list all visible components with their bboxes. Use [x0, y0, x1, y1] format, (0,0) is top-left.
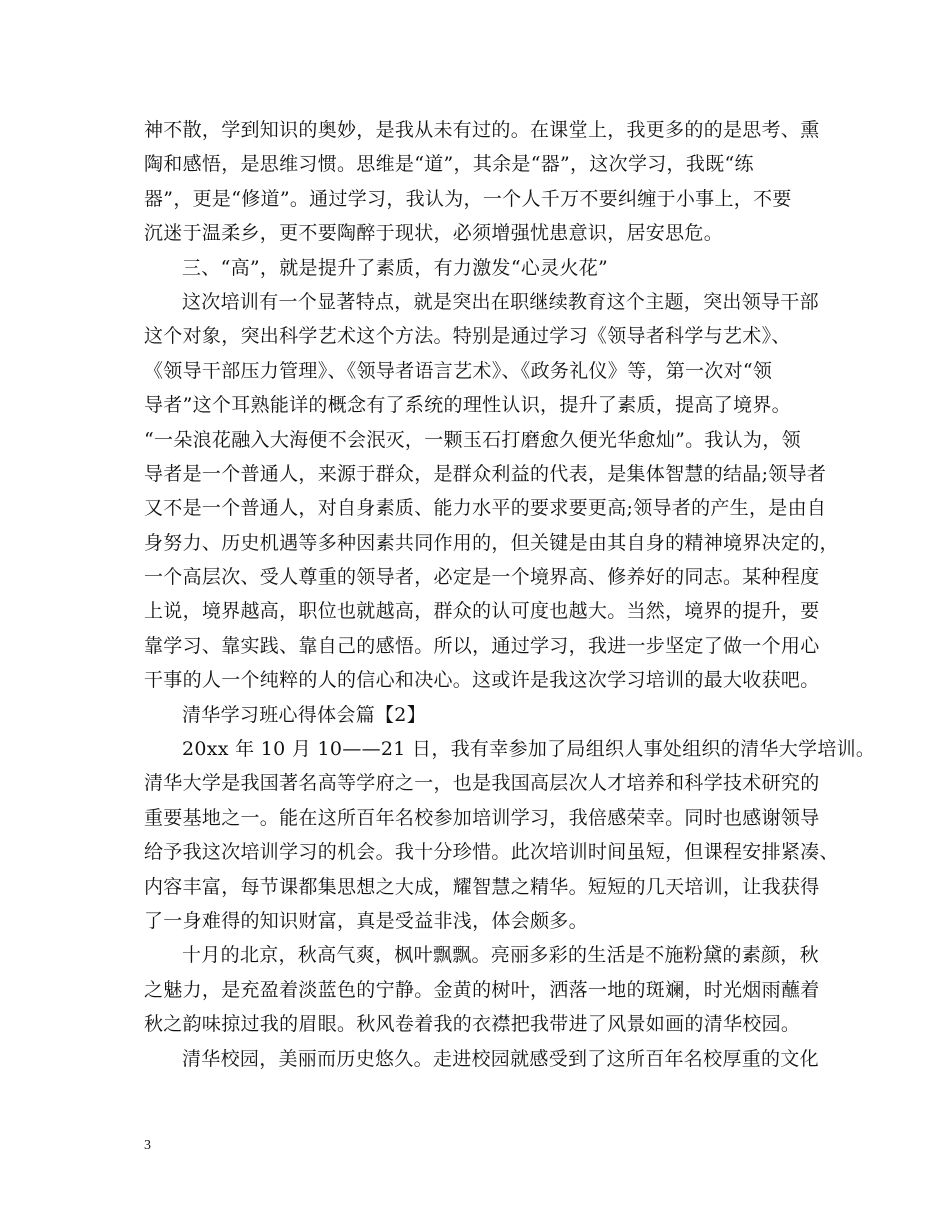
- text-line: 身努力、历史机遇等多种因素共同作用的，但关键是由其自身的精神境界决定的，: [144, 531, 839, 554]
- section-heading: 三、“高”，就是提升了素质，有力激发“心灵火花”: [182, 256, 609, 279]
- text-line: 器”，更是“修道”。通过学习，我认为，一个人千万不要纠缠于小事上，不要: [144, 187, 792, 210]
- text-line: 20xx 年 10 月 10——21 日，我有幸参加了局组织人事处组织的清华大学培训。: [182, 738, 876, 761]
- text-line: 《领导干部压力管理》、《领导者语言艺术》、《政务礼仪》等，第一次对“领: [144, 359, 773, 382]
- text-line: 上说，境界越高，职位也就越高，群众的认可度也越大。当然，境界的提升，要: [144, 600, 820, 623]
- text-line: 内容丰富，每节课都集思想之大成，耀智慧之精华。短短的几天培训，让我获得: [144, 875, 820, 898]
- page-number: 3: [144, 1138, 151, 1153]
- text-line: 十月的北京，秋高气爽，枫叶飘飘。亮丽多彩的生活是不施粉黛的素颜，秋: [182, 944, 819, 967]
- text-line: 陶和感悟，是思维习惯。思维是“道”，其余是“器”，这次学习，我既“练: [144, 153, 754, 176]
- text-line: 清华大学是我国著名高等学府之一，也是我国高层次人才培养和科学技术研究的: [144, 772, 820, 795]
- text-line: 一个高层次、受人尊重的领导者，必定是一个境界高、修养好的同志。某种程度: [144, 566, 820, 589]
- text-line: 靠学习、靠实践、靠自己的感悟。所以，通过学习，我进一步坚定了做一个用心: [144, 634, 820, 657]
- text-line: 导者是一个普通人，来源于群众，是群众利益的代表，是集体智慧的结晶;领导者: [144, 462, 827, 485]
- text-line: 又不是一个普通人，对自身素质、能力水平的要求要更高;领导者的产生，是由自: [144, 497, 827, 520]
- body-text: [144, 113, 876, 1076]
- text-line: 清华校园，美丽而历史悠久。走进校园就感受到了这所百年名校厚重的文化: [182, 1047, 819, 1070]
- text-line: 神不散，学到知识的奥妙，是我从未有过的。在课堂上，我更多的的是思考、熏: [144, 119, 820, 141]
- text-line: 导者”这个耳熟能详的概念有了系统的理性认识，提升了素质，提高了境界。: [144, 394, 791, 417]
- text-line: 干事的人一个纯粹的人的信心和决心。这或许是我这次学习培训的最大收获吧。: [144, 669, 820, 692]
- article-title: 清华学习班心得体会篇【2】: [182, 703, 426, 726]
- text-line: 了一身难得的知识财富，真是受益非浅，体会颇多。: [144, 909, 588, 932]
- text-line: 沉迷于温柔乡，更不要陶醉于现状，必须增强忧患意识，居安思危。: [144, 222, 724, 245]
- text-line: 这次培训有一个显著特点，就是突出在职继续教育这个主题，突出领导干部: [182, 290, 819, 313]
- text-line: 之魅力，是充盈着淡蓝色的宁静。金黄的树叶，洒落一地的斑斓，时光烟雨蘸着: [144, 978, 820, 1001]
- text-line: “一朵浪花融入大海便不会泯灭，一颗玉石打磨愈久便光华愈灿”。我认为，领: [144, 428, 801, 451]
- text-line: 重要基地之一。能在这所百年名校参加培训学习，我倍感荣幸。同时也感谢领导: [144, 806, 820, 829]
- text-line: 给予我这次培训学习的机会。我十分珍惜。此次培训时间虽短，但课程安排紧凑、: [144, 841, 839, 864]
- text-line: 秋之韵味掠过我的眉眼。秋风卷着我的衣襟把我带进了风景如画的清华校园。: [144, 1013, 801, 1036]
- text-line: 这个对象，突出科学艺术这个方法。特别是通过学习《领导者科学与艺术》、: [144, 325, 791, 348]
